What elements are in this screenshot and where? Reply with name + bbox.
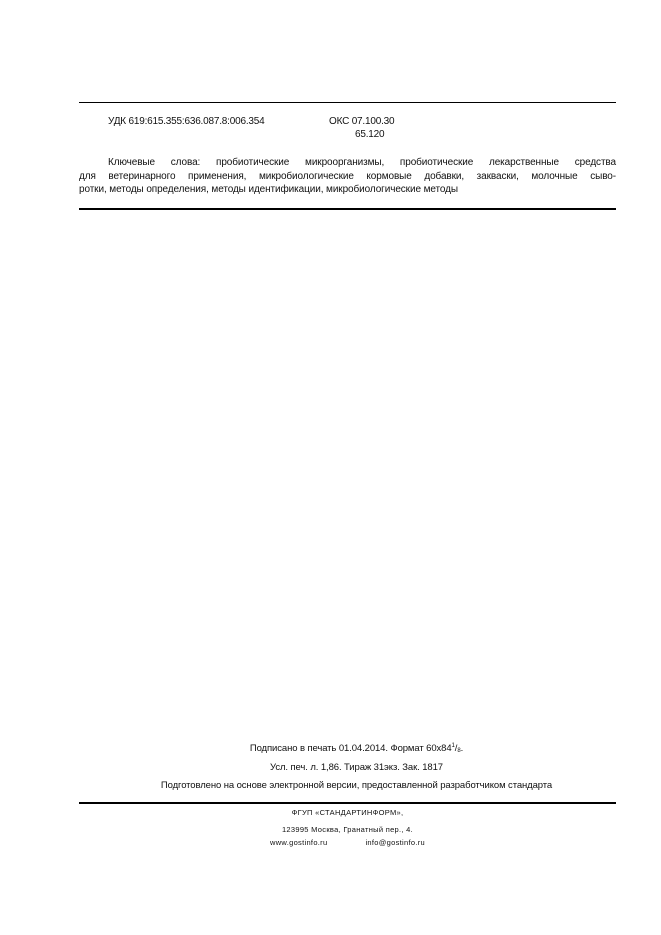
- format-denominator: 8: [457, 748, 461, 754]
- udk-code: УДК 619:615.355:636.087.8:006.354: [108, 116, 265, 127]
- top-divider: [79, 102, 616, 103]
- signed-text: Подписано в печать 01.04.2014. Формат 60х84: [249, 743, 452, 754]
- bottom-divider: [79, 802, 616, 804]
- keywords-line: Ключевые слова: пробиотические микроорганизмы, пробиотические лекарственные средства: [108, 157, 616, 168]
- print-info: Усл. печ. л. 1,86. Тираж 31экз. Зак. 1817: [270, 762, 443, 773]
- middle-divider: [79, 208, 616, 210]
- publisher-contacts: [79, 838, 616, 847]
- oks-code: ОКС 07.100.30: [329, 116, 395, 127]
- keywords-line: ротки, методы определения, методы идентификации, микробиологические методы: [79, 184, 458, 195]
- publisher-address: 123995 Москва, Гранатный пер., 4.: [281, 825, 414, 834]
- format-numerator: 1: [451, 743, 455, 749]
- keywords-paragraph: [79, 156, 616, 197]
- oks-code-secondary: 65.120: [355, 129, 385, 140]
- keywords-line: для ветеринарного применения, микробиологические кормовые добавки, закваски, молочные сыво-: [79, 170, 616, 182]
- publisher-name: ФГУП «СТАНДАРТИНФОРМ»,: [291, 808, 404, 817]
- prepared-note: Подготовлено на основе электронной версии, предоставленной разработчиком стандарта: [160, 780, 553, 791]
- email-link[interactable]: info@gostinfo.ru: [365, 838, 425, 847]
- format-end: .: [460, 743, 464, 754]
- website-link[interactable]: www.gostinfo.ru: [270, 838, 328, 847]
- signed-for-print: Подписано в печать 01.04.2014. Формат $60х84^1/_8$.: [249, 743, 464, 754]
